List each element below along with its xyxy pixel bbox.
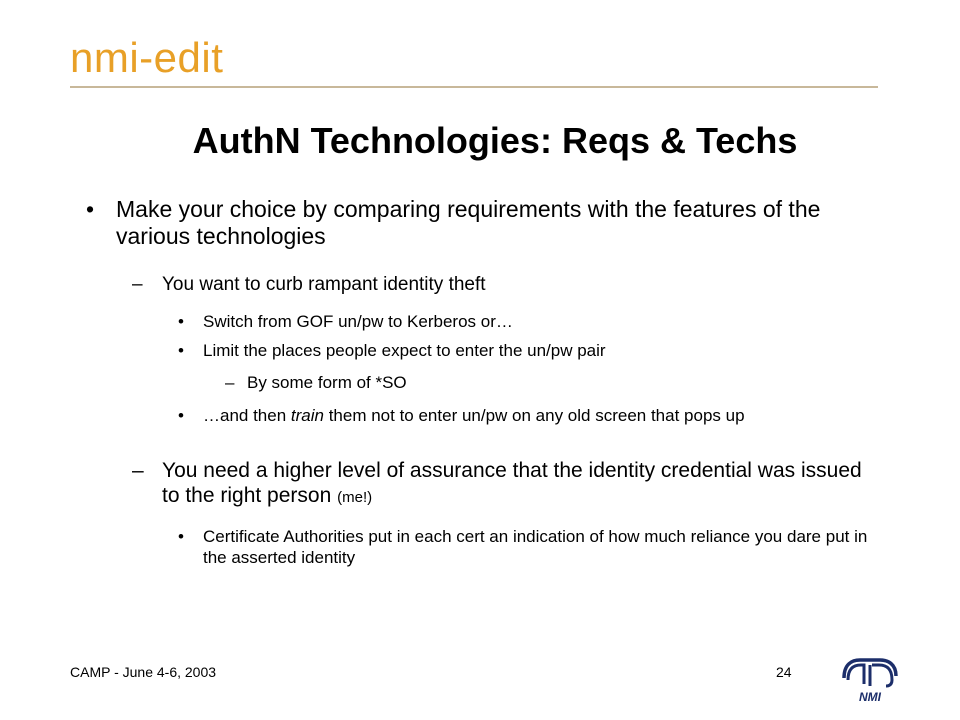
bullet-text: You want to curb rampant identity theft bbox=[162, 274, 486, 295]
bullet-item bbox=[132, 458, 882, 510]
bullet-text: Limit the places people expect to enter the un/pw pair bbox=[203, 341, 606, 360]
bullet-text-emphasis: train bbox=[290, 406, 324, 425]
bullet-item bbox=[178, 340, 883, 361]
bullet-marker: • bbox=[178, 406, 184, 425]
bullet-item bbox=[178, 526, 883, 568]
brand-divider bbox=[70, 86, 878, 88]
slide-title: AuthN Technologies: Reqs & Techs bbox=[192, 120, 798, 161]
brand-title: nmi-edit bbox=[70, 34, 224, 81]
bullet-item bbox=[132, 273, 862, 297]
footer-event: CAMP - June 4-6, 2003 bbox=[70, 664, 217, 680]
bullet-text: You need a higher level of assurance that the identity credential was issued to the right person bbox=[162, 459, 862, 507]
bullet-item bbox=[86, 196, 856, 250]
page-number: 24 bbox=[776, 664, 792, 680]
bullet-text-post: them not to enter un/pw on any old screen that pops up bbox=[323, 406, 745, 425]
bullet-item bbox=[178, 405, 883, 426]
bullet-text: Make your choice by comparing requirements with the features of the various technologies bbox=[116, 196, 821, 249]
bullet-marker: • bbox=[178, 341, 184, 360]
logo-text: NMI bbox=[859, 690, 881, 704]
nmi-logo-icon bbox=[840, 656, 900, 706]
bullet-text: Switch from GOF un/pw to Kerberos or… bbox=[203, 312, 513, 331]
bullet-text: Certificate Authorities put in each cert an indication of how much reliance you dare put in the asserted identity bbox=[203, 527, 868, 567]
bullet-marker: – bbox=[225, 373, 235, 392]
bullet-marker: – bbox=[132, 459, 144, 482]
bullet-text-pre: …and then bbox=[203, 406, 291, 425]
bullet-aside: (me!) bbox=[337, 489, 373, 506]
bullet-marker: – bbox=[132, 274, 143, 295]
bullet-marker: • bbox=[178, 527, 184, 546]
bullet-marker: • bbox=[86, 196, 95, 222]
bullet-marker: • bbox=[178, 312, 184, 331]
bullet-item bbox=[178, 311, 883, 332]
bullet-text: By some form of *SO bbox=[247, 373, 407, 392]
nmi-logo bbox=[840, 656, 900, 706]
bullet-item bbox=[225, 372, 847, 393]
